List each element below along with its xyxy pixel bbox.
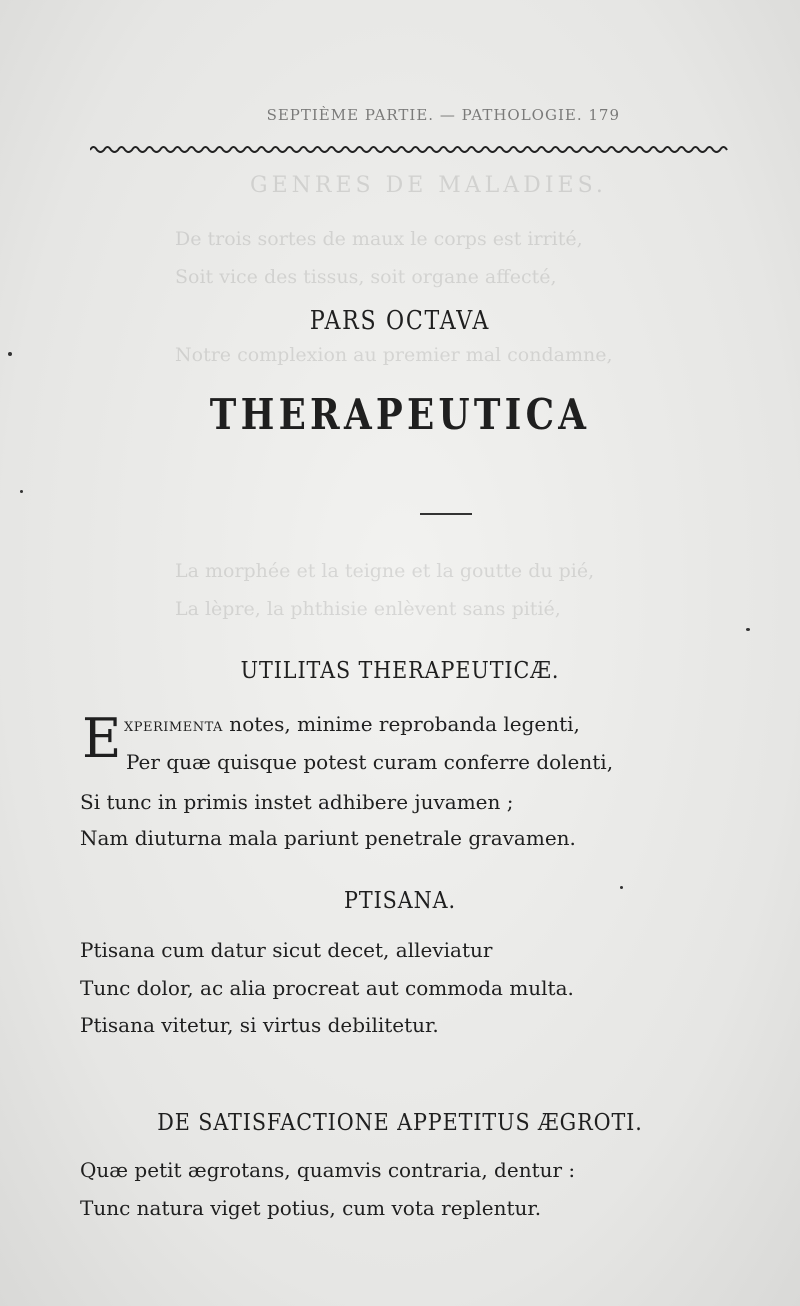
verse-line: Tunc dolor, ac alia procreat aut commoda multa. xyxy=(80,976,574,1000)
show-through-line: La lèpre, la phthisie enlèvent sans pitié, xyxy=(175,598,561,620)
verse-line: Per quæ quisque potest curam conferre dolenti, xyxy=(126,750,614,774)
show-through-line: Soit vice des tissus, soit organe affecté, xyxy=(175,266,557,288)
verse-line: Nam diuturna mala pariunt penetrale gravamen. xyxy=(80,826,576,850)
show-through-heading: GENRES DE MALADIES. xyxy=(250,173,607,198)
section-heading-ptisana: PTISANA. xyxy=(344,888,456,914)
show-through-line: De trois sortes de maux le corps est irrité, xyxy=(175,228,583,250)
verse-line: Ptisana cum datur sicut decet, alleviatur xyxy=(80,938,493,962)
verse-line xyxy=(124,712,580,736)
drop-cap: E xyxy=(82,707,122,770)
part-label: PARS OCTAVA xyxy=(309,306,491,336)
verse-line: Tunc natura viget potius, cum vota replentur. xyxy=(80,1196,542,1220)
verse-line-text: notes, minime reprobanda legenti, xyxy=(222,712,580,736)
running-head: SEPTIÈME PARTIE. — PATHOLOGIE. 179 xyxy=(266,106,620,124)
verse-line: Ptisana vitetur, si virtus debilitetur. xyxy=(80,1013,439,1037)
section-heading-satisfactione: DE SATISFACTIONE APPETITUS ÆGROTI. xyxy=(157,1110,643,1136)
title-rule xyxy=(420,513,472,515)
section-heading-utilitas: UTILITAS THERAPEUTICÆ. xyxy=(240,658,560,684)
verse-line: Si tunc in primis instet adhibere juvamen ; xyxy=(80,790,514,814)
ink-speck xyxy=(620,886,623,889)
verse-line: Quæ petit ægrotans, quamvis contraria, dentur : xyxy=(80,1158,576,1182)
show-through-line: Notre complexion au premier mal condamne, xyxy=(175,344,613,366)
small-caps-word: XPERIMENTA xyxy=(124,720,223,735)
ink-speck xyxy=(746,628,750,631)
ink-speck xyxy=(20,490,23,493)
wavy-rule-ornament xyxy=(90,140,730,160)
show-through-line: La morphée et la teigne et la goutte du pié, xyxy=(175,560,595,582)
part-title: THERAPEUTICA xyxy=(209,390,591,439)
ink-speck xyxy=(8,352,12,356)
